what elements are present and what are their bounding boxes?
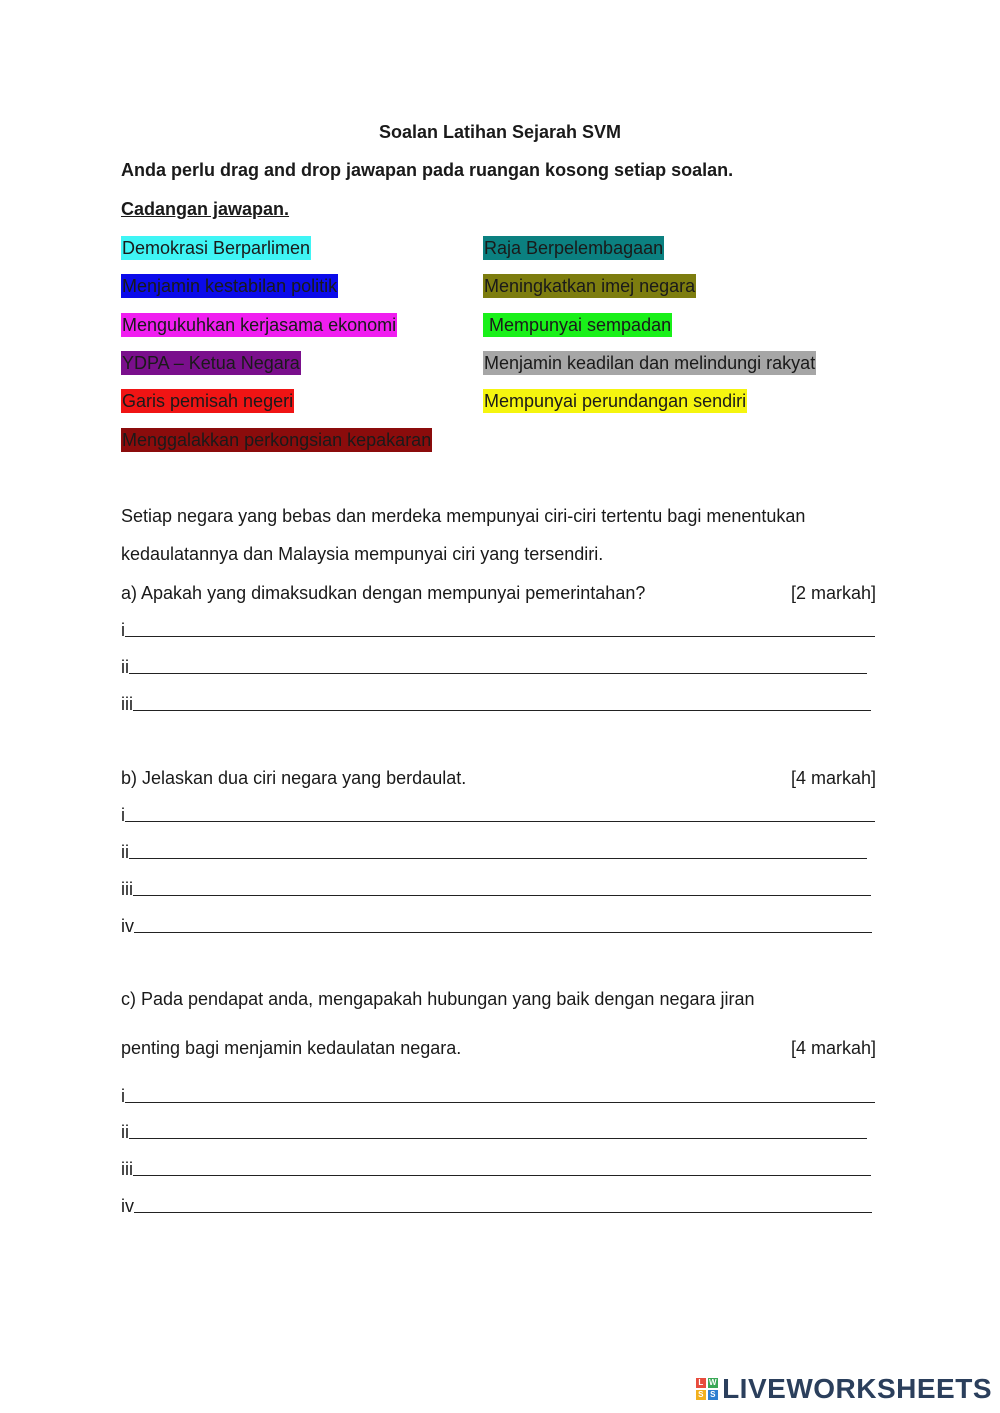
worksheet-title: Soalan Latihan Sejarah SVM	[378, 122, 622, 142]
line-label: ii	[121, 657, 129, 677]
answer-chip[interactable]: Garis pemisah negeri	[122, 391, 294, 411]
answer-chip[interactable]: Raja Berpelembagaan	[484, 238, 664, 258]
line-label: i	[121, 805, 125, 825]
answer-line[interactable]	[121, 879, 871, 900]
intro-line: kedaulatannya dan Malaysia mempunyai ciri yang tersendiri.	[121, 544, 604, 564]
line-label: ii	[121, 1122, 129, 1142]
answer-line[interactable]	[121, 1122, 867, 1143]
answer-chip[interactable]: Menggalakkan perkongsian kepakaran	[122, 430, 432, 450]
line-label: iv	[121, 1196, 134, 1216]
answer-chip[interactable]: Mengukuhkan kerjasama ekonomi	[122, 315, 397, 335]
answer-chip[interactable]: Menjamin keadilan dan melindungi rakyat	[484, 353, 816, 373]
answer-line[interactable]	[121, 916, 872, 937]
answer-line[interactable]	[121, 1086, 875, 1107]
intro-line: Setiap negara yang bebas dan merdeka mempunyai ciri-ciri tertentu bagi menentukan	[121, 506, 806, 526]
line-label: iii	[121, 1159, 133, 1179]
question-c-text: penting bagi menjamin kedaulatan negara.	[121, 1038, 462, 1058]
answer-chip[interactable]: Meningkatkan imej negara	[484, 276, 696, 296]
instruction-text: Anda perlu drag and drop jawapan pada ruangan kosong setiap soalan.	[121, 160, 734, 180]
line-label: iv	[121, 916, 134, 936]
question-c-marks: [4 markah]	[790, 1038, 876, 1058]
answer-line[interactable]	[121, 805, 875, 826]
question-c-text: c) Pada pendapat anda, mengapakah hubungan yang baik dengan negara jiran	[121, 989, 755, 1009]
line-label: i	[121, 620, 125, 640]
line-label: ii	[121, 842, 129, 862]
line-label: iii	[121, 879, 133, 899]
line-label: i	[121, 1086, 125, 1106]
answer-line[interactable]	[121, 694, 871, 715]
answer-line[interactable]	[121, 1196, 872, 1217]
logo-mark-icon: L W S S	[696, 1378, 718, 1400]
liveworksheets-logo[interactable]	[696, 1373, 992, 1405]
answer-chip[interactable]: Menjamin kestabilan politik	[122, 276, 338, 296]
answer-line[interactable]	[121, 1159, 871, 1180]
answer-chip[interactable]: Mempunyai sempadan	[484, 315, 672, 335]
logo-text: LIVEWORKSHEETS	[722, 1373, 992, 1404]
answer-chip[interactable]: Mempunyai perundangan sendiri	[484, 391, 747, 411]
line-label: iii	[121, 694, 133, 714]
answer-chip[interactable]: YDPA – Ketua Negara	[122, 353, 300, 373]
answer-line[interactable]	[121, 657, 867, 678]
question-a-marks: [2 markah]	[790, 583, 876, 603]
question-a-text: a) Apakah yang dimaksudkan dengan mempunyai pemerintahan?	[121, 583, 646, 603]
suggestions-heading: Cadangan jawapan.	[121, 199, 290, 219]
answer-line[interactable]	[121, 620, 875, 641]
answer-chip[interactable]: Demokrasi Berparlimen	[122, 238, 311, 258]
answer-line[interactable]	[121, 842, 867, 863]
question-b-marks: [4 markah]	[790, 768, 876, 788]
question-b-text: b) Jelaskan dua ciri negara yang berdaulat.	[121, 768, 467, 788]
